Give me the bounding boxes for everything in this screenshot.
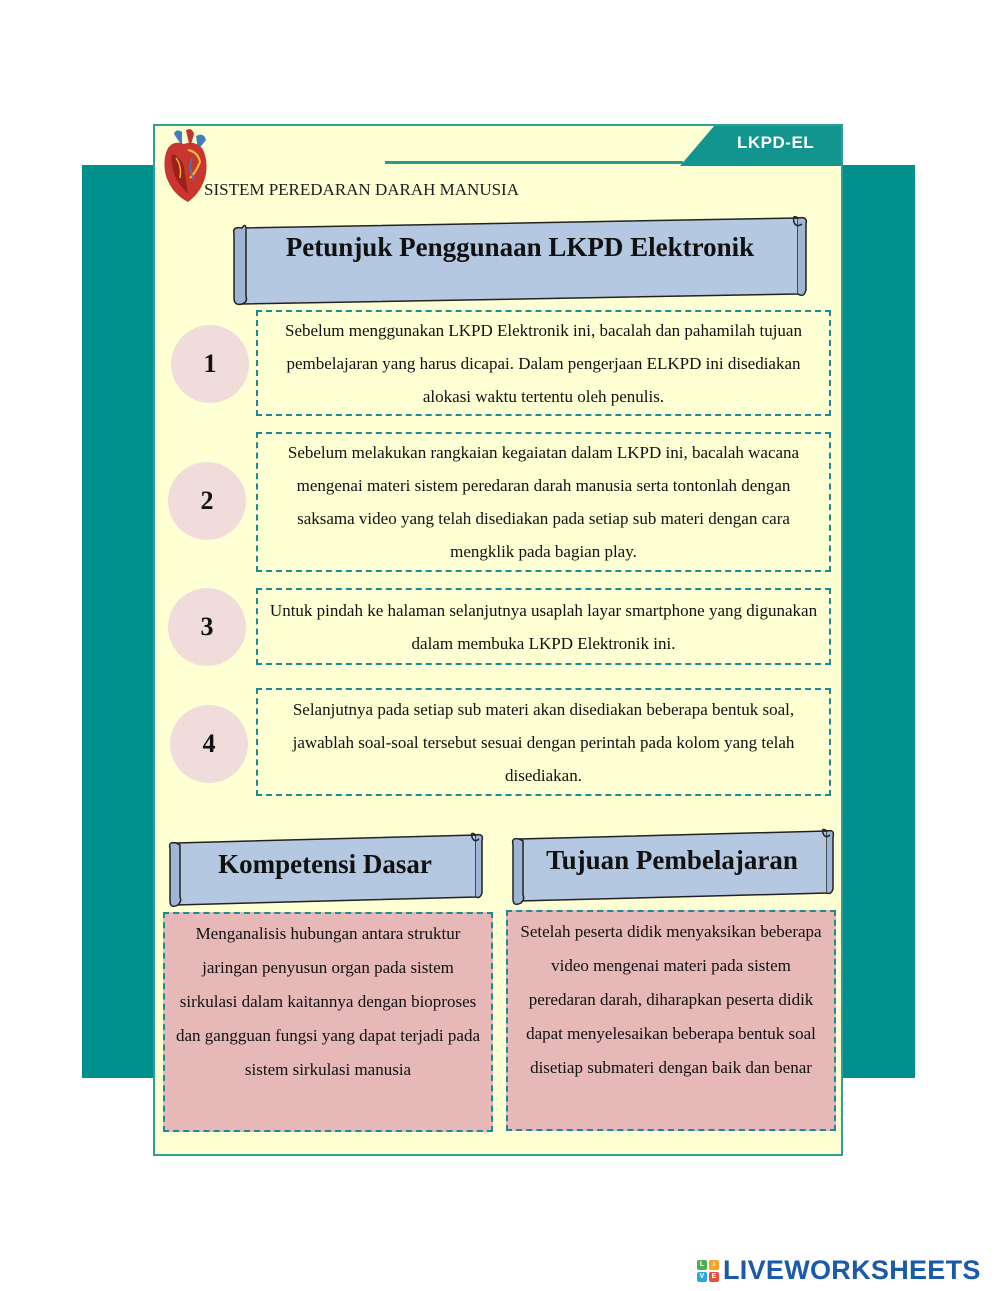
step-number-4: 4 bbox=[170, 705, 248, 783]
logo-letter-block: L bbox=[697, 1260, 707, 1270]
main-title: Petunjuk Penggunaan LKPD Elektronik bbox=[285, 232, 755, 262]
step-number-3: 3 bbox=[168, 588, 246, 666]
lkpd-tag: LKPD-EL bbox=[737, 133, 815, 152]
main-title-banner bbox=[230, 210, 810, 306]
tujuan-text-box: Setelah peserta didik menyaksikan beberapa video mengenai materi pada sistem peredaran darah, diharapkan peserta didik dapat menyelesaikan beberapa bentuk soal disetiap submateri dengan baik dan benar bbox=[506, 910, 836, 1131]
logo-letter-block: E bbox=[709, 1272, 719, 1282]
kompetensi-banner bbox=[166, 827, 484, 909]
step-box-1: Sebelum menggunakan LKPD Elektronik ini, bacalah dan pahamilah tujuan pembelajaran yang harus dicapai. Dalam pengerjaan ELKPD ini disediakan alokasi waktu tertentu oleh penulis. bbox=[256, 310, 831, 416]
step-box-2: Sebelum melakukan rangkaian kegaiatan dalam LKPD ini, bacalah wacana mengenai materi sistem peredaran darah manusia serta tontonlah dengan saksama video yang telah disediakan pada setiap sub materi dengan cara mengklik pada bagian play. bbox=[256, 432, 831, 572]
step-number-1: 1 bbox=[171, 325, 249, 403]
tujuan-banner bbox=[509, 825, 835, 909]
header-divider-line bbox=[385, 161, 683, 164]
kompetensi-text-box: Menganalisis hubungan antara struktur jaringan penyusun organ pada sistem sirkulasi dalam kaitannya dengan bioproses dan gangguan fungsi yang dapat terjadi pada sistem sirkulasi manusia bbox=[163, 912, 493, 1132]
step-box-3: Untuk pindah ke halaman selanjutnya usaplah layar smartphone yang digunakan dalam membuka LKPD Elektronik ini. bbox=[256, 588, 831, 665]
step-number-2: 2 bbox=[168, 462, 246, 540]
logo-blocks-icon bbox=[697, 1260, 719, 1282]
logo-text: LIVEWORKSHEETS bbox=[723, 1255, 981, 1285]
tujuan-title: Tujuan Pembelajaran bbox=[546, 845, 798, 875]
logo-letter-block: i bbox=[709, 1260, 719, 1270]
heart-icon bbox=[158, 128, 210, 204]
liveworksheets-logo bbox=[697, 1255, 981, 1286]
page-subtitle: SISTEM PEREDARAN DARAH MANUSIA bbox=[204, 180, 519, 199]
logo-letter-block: V bbox=[697, 1272, 707, 1282]
kompetensi-title: Kompetensi Dasar bbox=[218, 849, 432, 879]
step-box-4: Selanjutnya pada setiap sub materi akan disediakan beberapa bentuk soal, jawablah soal-soal tersebut sesuai dengan perintah pada kolom yang telah disediakan. bbox=[256, 688, 831, 796]
